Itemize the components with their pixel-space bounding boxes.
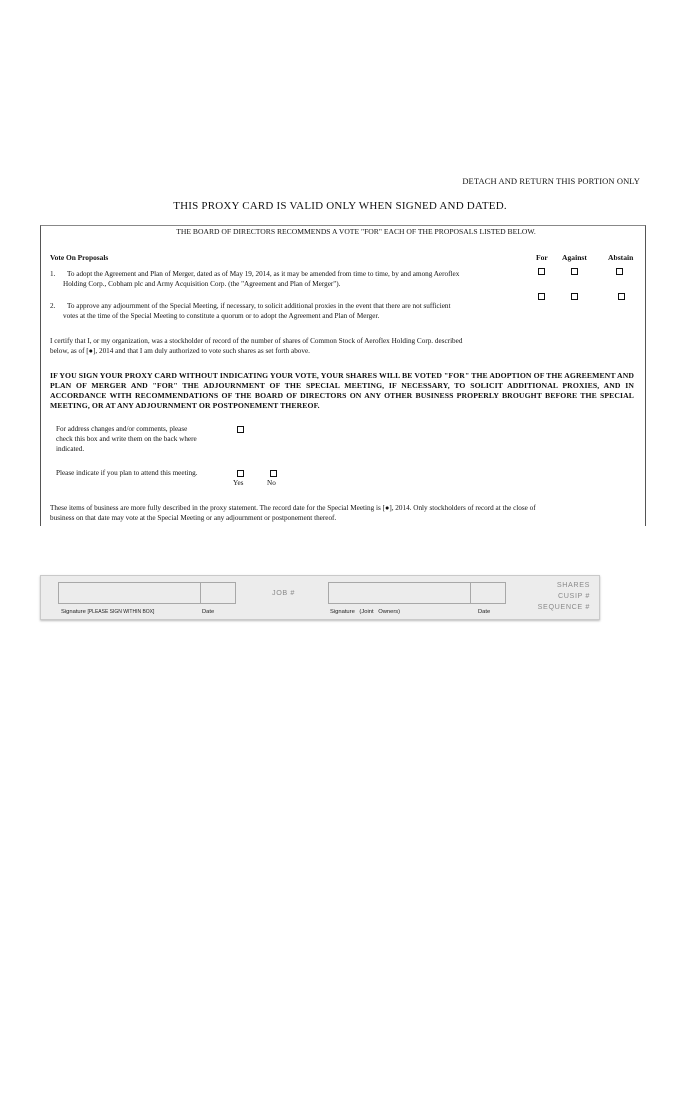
- signature-box[interactable]: [58, 582, 202, 604]
- proposal-2-abstain-checkbox[interactable]: [618, 293, 625, 300]
- proposal-2-line1: To approve any adjournment of the Special Meeting, if necessary, to solicit additional proxies in the event that there are not sufficient: [67, 302, 451, 310]
- attend-no-label: No: [267, 479, 276, 487]
- certification-line1: I certify that I, or my organization, was a stockholder of record of the number of shares of Common Stock of Aeroflex Holding Corp. described: [50, 337, 463, 345]
- proposal-1-number: 1.: [50, 270, 56, 278]
- column-against: Against: [562, 253, 587, 262]
- proposal-1-for-checkbox[interactable]: [538, 268, 545, 275]
- cusip-label: CUSIP #: [557, 591, 590, 600]
- signature-strip: [40, 575, 600, 620]
- vote-heading: Vote On Proposals: [50, 253, 109, 262]
- validity-notice: THIS PROXY CARD IS VALID ONLY WHEN SIGNED AND DATED.: [173, 200, 507, 212]
- column-abstain: Abstain: [608, 253, 634, 262]
- signature-label: Signature [PLEASE SIGN WITHIN BOX]: [61, 609, 155, 615]
- joint-date-box[interactable]: [470, 582, 506, 604]
- proposal-1-line1: To adopt the Agreement and Plan of Merger, dated as of May 19, 2014, as it may be amended from time to time, by and among Aeroflex: [67, 270, 460, 278]
- joint-signature-box[interactable]: [328, 582, 472, 604]
- attend-yes-checkbox[interactable]: [237, 470, 244, 477]
- address-change-checkbox[interactable]: [237, 426, 244, 433]
- address-change-line1: For address changes and/or comments, please: [56, 425, 188, 433]
- attend-meeting-label: Please indicate if you plan to attend this meeting.: [56, 469, 198, 477]
- job-number-label: JOB #: [272, 588, 295, 597]
- proposal-1-line2: Holding Corp., Cobham plc and Army Acquisition Corp. (the "Agreement and Plan of Merger").: [63, 280, 341, 288]
- signature-note: [PLEASE SIGN WITHIN BOX]: [87, 609, 155, 615]
- proposal-2-for-checkbox[interactable]: [538, 293, 545, 300]
- proposal-2-against-checkbox[interactable]: [571, 293, 578, 300]
- date-label: Date: [202, 609, 215, 615]
- proposal-1-abstain-checkbox[interactable]: [616, 268, 623, 275]
- address-change-line2: check this box and write them on the back where: [56, 435, 197, 443]
- joint-signature-label: Signature (Joint Owners): [330, 609, 401, 615]
- address-change-line3: indicated.: [56, 445, 85, 453]
- joint-date-label: Date: [478, 609, 491, 615]
- items-note-line2: business on that date may vote at the Special Meeting or any adjournment or postponement thereof.: [50, 514, 337, 522]
- items-note-line1: These items of business are more fully described in the proxy statement. The record date for the Special Meeting is [●], 2014. Only stockholders of record at the close of: [50, 504, 536, 512]
- column-for: For: [536, 253, 548, 262]
- proposal-2-number: 2.: [50, 302, 56, 310]
- date-box[interactable]: [200, 582, 236, 604]
- attend-no-checkbox[interactable]: [270, 470, 277, 477]
- default-vote-notice: IF YOU SIGN YOUR PROXY CARD WITHOUT INDICATING YOUR VOTE, YOUR SHARES WILL BE VOTED "FOR" THE ADOPTION OF THE AGREEMENT AND PLAN OF MERGER AND "FOR" THE ADJOURNMENT OF THE SPECIAL MEETING, IF NECESSARY, TO SOLICIT ADDITIONAL PROXIES, AND IN ACCORDANCE WITH RECOMMENDATIONS OF THE BOARD OF DIRECTORS ON ANY OTHER BUSINESS PROPERLY BROUGHT BEFORE THE SPECIAL MEETING, OR AT ANY ADJOURNMENT OR POSTPONEMENT THEREOF.: [50, 371, 634, 410]
- certification-line2: below, as of [●], 2014 and that I am duly authorized to vote such shares as set forth above.: [50, 347, 310, 355]
- proposal-2-line2: votes at the time of the Special Meeting to constitute a quorum or to adopt the Agreement and Plan of Merger.: [63, 312, 380, 320]
- proposal-1-against-checkbox[interactable]: [571, 268, 578, 275]
- attend-yes-label: Yes: [233, 479, 244, 487]
- board-recommendation: THE BOARD OF DIRECTORS RECOMMENDS A VOTE "FOR" EACH OF THE PROPOSALS LISTED BELOW.: [176, 227, 536, 236]
- detach-instruction: DETACH AND RETURN THIS PORTION ONLY: [462, 176, 640, 186]
- shares-label: SHARES: [556, 580, 590, 589]
- sequence-label: SEQUENCE #: [537, 602, 590, 611]
